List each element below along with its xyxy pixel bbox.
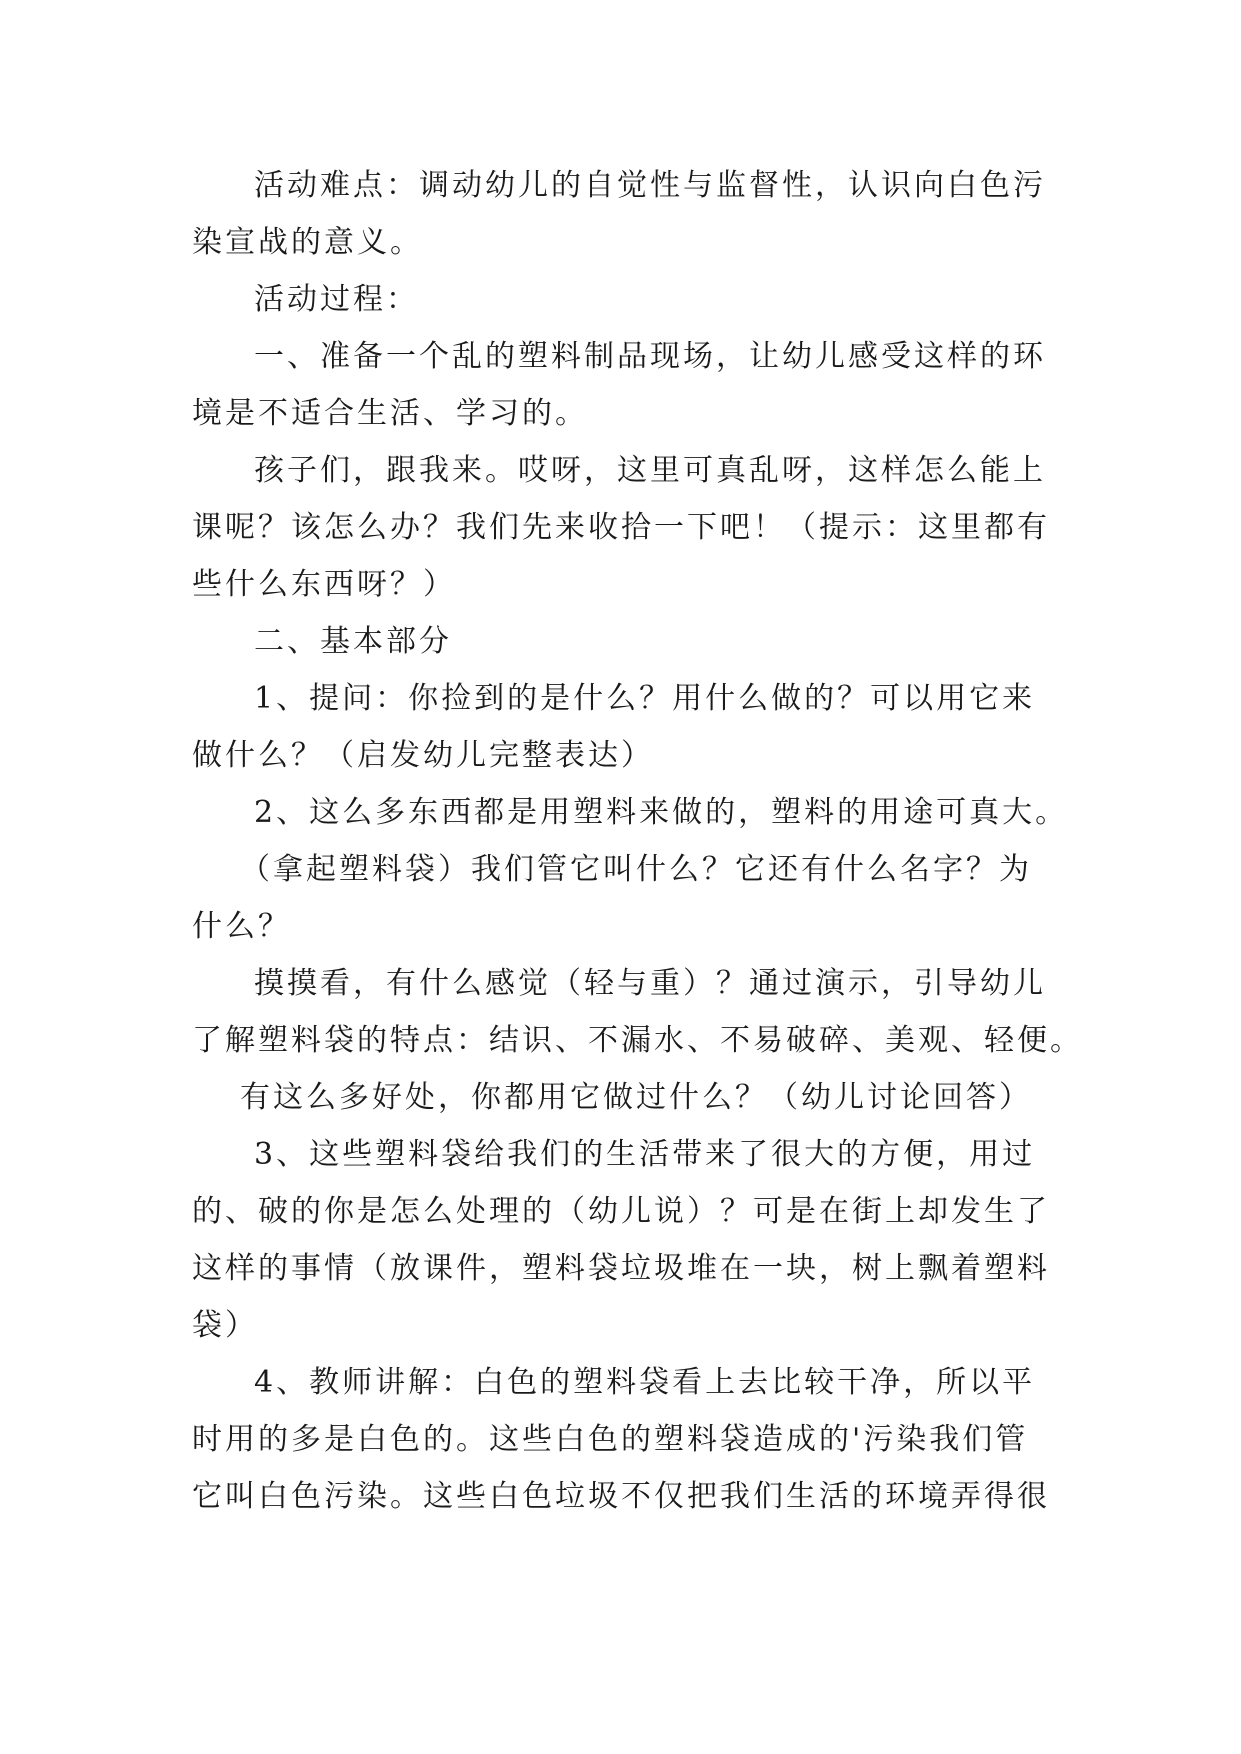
paragraph-line: 3、这些塑料袋给我们的生活带来了很大的方便，用过: [254, 1137, 1036, 1172]
paragraph-line: 有这么多好处，你都用它做过什么？（幼儿讨论回答）: [240, 1080, 1032, 1115]
paragraph-line: 袋）: [192, 1308, 258, 1343]
paragraph-line: 时用的多是白色的。这些白色的塑料袋造成的'污染我们管: [192, 1422, 1029, 1457]
document-body: [192, 157, 1083, 1525]
paragraph-line: 一、准备一个乱的塑料制品现场，让幼儿感受这样的环: [254, 339, 1046, 374]
paragraph-line: 摸摸看，有什么感觉（轻与重）？通过演示，引导幼儿: [254, 966, 1046, 1001]
paragraph-line: 些什么东西呀？）: [192, 567, 456, 602]
paragraph-line: 染宣战的意义。: [192, 225, 423, 260]
paragraph-line: 什么？: [192, 909, 291, 944]
paragraph-line: 1、提问：你捡到的是什么？用什么做的？可以用它来: [254, 681, 1036, 716]
section-heading: 活动过程：: [254, 282, 419, 317]
paragraph-line: 了解塑料袋的特点：结识、不漏水、不易破碎、美观、轻便。: [192, 1023, 1083, 1058]
paragraph-line: 这样的事情（放课件，塑料袋垃圾堆在一块，树上飘着塑料: [192, 1251, 1050, 1286]
paragraph-line: 4、教师讲解：白色的塑料袋看上去比较干净，所以平: [254, 1365, 1036, 1400]
paragraph-line: 做什么？（启发幼儿完整表达）: [192, 738, 654, 773]
paragraph-line: 孩子们，跟我来。哎呀，这里可真乱呀，这样怎么能上: [254, 453, 1046, 488]
paragraph-line: 它叫白色污染。这些白色垃圾不仅把我们生活的环境弄得很: [192, 1479, 1050, 1514]
paragraph-line: 活动难点：调动幼儿的自觉性与监督性，认识向白色污: [254, 168, 1046, 203]
paragraph-line: 的、破的你是怎么处理的（幼儿说）？可是在街上却发生了: [192, 1194, 1050, 1229]
paragraph-line: 2、这么多东西都是用塑料来做的，塑料的用途可真大。: [254, 795, 1069, 830]
paragraph-line: 境是不适合生活、学习的。: [192, 396, 588, 431]
paragraph-line: 课呢？该怎么办？我们先来收拾一下吧！（提示：这里都有: [192, 510, 1050, 545]
section-heading: 二、基本部分: [254, 624, 452, 659]
paragraph-line: （拿起塑料袋）我们管它叫什么？它还有什么名字？为: [240, 852, 1032, 887]
